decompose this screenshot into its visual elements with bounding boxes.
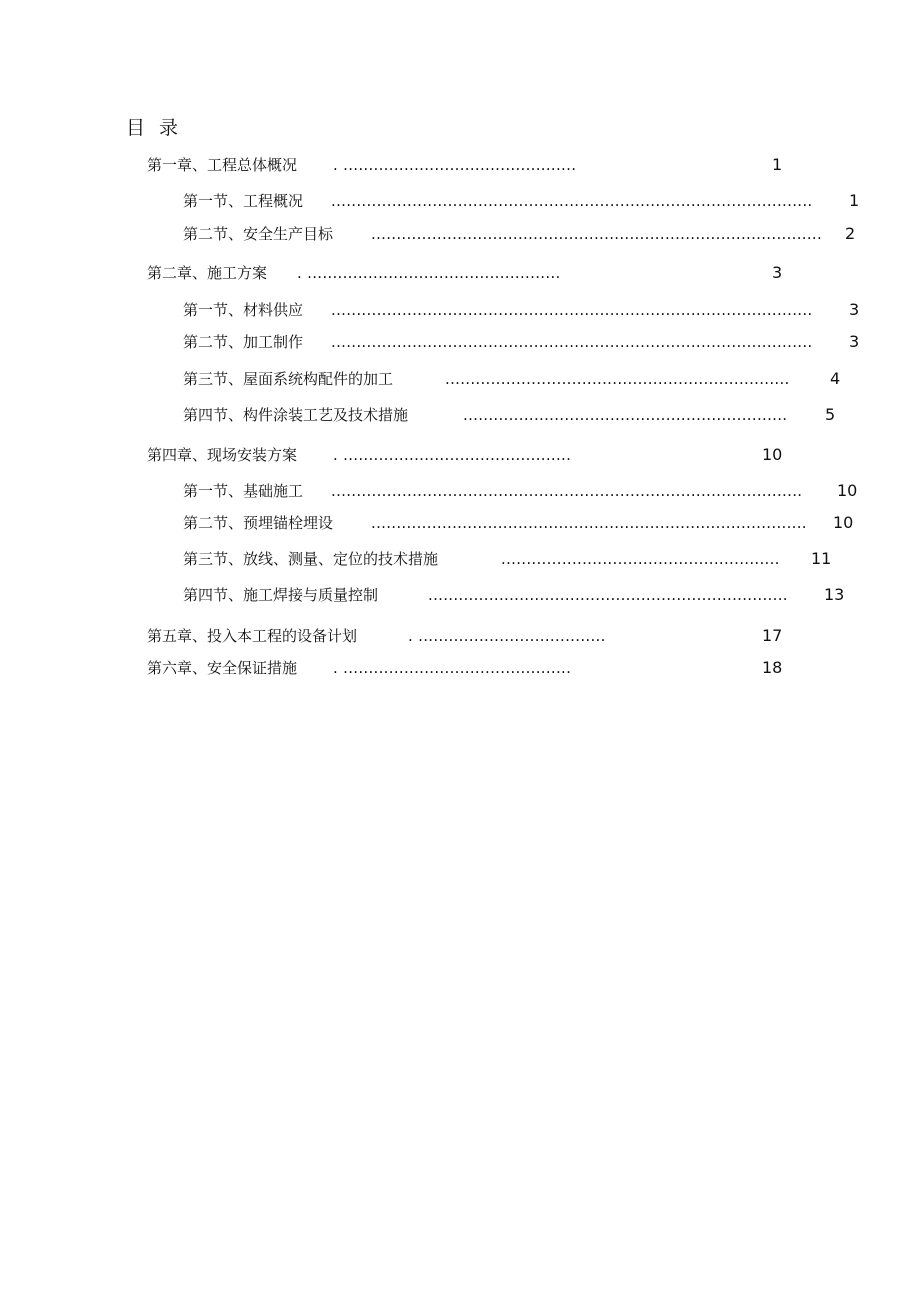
toc-entry-label: 第二章、施工方案 (147, 264, 268, 282)
toc-entry-chapter[interactable] (147, 625, 787, 647)
toc-entry-section[interactable] (183, 368, 863, 390)
toc-entry-section[interactable] (183, 548, 873, 570)
toc-entry-chapter[interactable] (147, 262, 787, 284)
toc-entry-leader: ............................................................................................... (331, 192, 813, 210)
toc-entry-label: 第一节、基础施工 (183, 482, 304, 500)
toc-entry-label: 第二节、加工制作 (183, 333, 304, 351)
toc-entry-section[interactable] (183, 512, 873, 534)
toc-entry-leader: . ..................................... (408, 627, 606, 645)
toc-entry-page: 5 (825, 405, 836, 424)
toc-entry-leader: . ............................................. (333, 446, 572, 464)
toc-entry-chapter[interactable] (147, 444, 787, 466)
toc-entry-leader: ....................................................................... (428, 586, 788, 604)
toc-entry-label: 第二节、安全生产目标 (183, 225, 334, 243)
toc-entry-section[interactable] (183, 404, 863, 426)
toc-entry-leader: . .................................................. (297, 264, 561, 282)
toc-entry-label: 第六章、安全保证措施 (147, 659, 298, 677)
toc-entry-section[interactable] (183, 223, 863, 245)
toc-entry-leader: ....................................................... (501, 550, 780, 568)
toc-entry-page: 1 (849, 191, 860, 210)
toc-entry-label: 第四章、现场安装方案 (147, 446, 298, 464)
toc-entry-section[interactable] (183, 190, 863, 212)
toc-entry-page: 1 (772, 155, 783, 174)
toc-entry-page: 2 (845, 224, 856, 243)
toc-entry-page: 17 (762, 626, 783, 645)
toc-entry-page: 13 (824, 585, 845, 604)
toc-entry-page: 10 (833, 513, 854, 532)
toc-entry-page: 4 (830, 369, 841, 388)
toc-entry-page: 10 (837, 481, 858, 500)
toc-entry-leader: . .............................................. (333, 156, 577, 174)
toc-entry-section[interactable] (183, 584, 873, 606)
toc-entry-leader: ............................................................................................... (331, 301, 813, 319)
toc-entry-page: 18 (762, 658, 783, 677)
toc-entry-label: 第五章、投入本工程的设备计划 (147, 627, 358, 645)
toc-entry-leader: .................................................................... (445, 370, 790, 388)
toc-entry-leader: . ............................................. (333, 659, 572, 677)
toc-entry-label: 第一节、材料供应 (183, 301, 304, 319)
toc-entry-page: 10 (762, 445, 783, 464)
toc-entry-section[interactable] (183, 299, 863, 321)
toc-entry-leader: ............................................................................................. (331, 482, 803, 500)
toc-entry-leader: ................................................................ (463, 406, 788, 424)
toc-entry-label: 第三节、放线、测量、定位的技术措施 (183, 550, 439, 568)
toc-entry-label: 第四节、构件涂装工艺及技术措施 (183, 406, 409, 424)
toc-entry-label: 第一章、工程总体概况 (147, 156, 298, 174)
toc-entry-page: 11 (811, 549, 832, 568)
toc-entry-section[interactable] (183, 480, 873, 502)
toc-title: 目 录 (126, 117, 183, 139)
toc-entry-page: 3 (849, 332, 860, 351)
toc-entry-leader: ............................................................................................... (331, 333, 813, 351)
toc-entry-page: 3 (772, 263, 783, 282)
toc-entry-label: 第四节、施工焊接与质量控制 (183, 586, 379, 604)
toc-entry-label: 第二节、预埋锚栓埋设 (183, 514, 334, 532)
toc-entry-label: 第三节、屋面系统构配件的加工 (183, 370, 394, 388)
toc-entry-chapter[interactable] (147, 154, 787, 176)
toc-entry-chapter[interactable] (147, 657, 787, 679)
toc-entry-section[interactable] (183, 331, 863, 353)
toc-entry-leader: ......................................................................................... (371, 225, 823, 243)
toc-entry-page: 3 (849, 300, 860, 319)
toc-entry-leader: ...................................................................................... (371, 514, 807, 532)
toc-entry-label: 第一节、工程概况 (183, 192, 304, 210)
